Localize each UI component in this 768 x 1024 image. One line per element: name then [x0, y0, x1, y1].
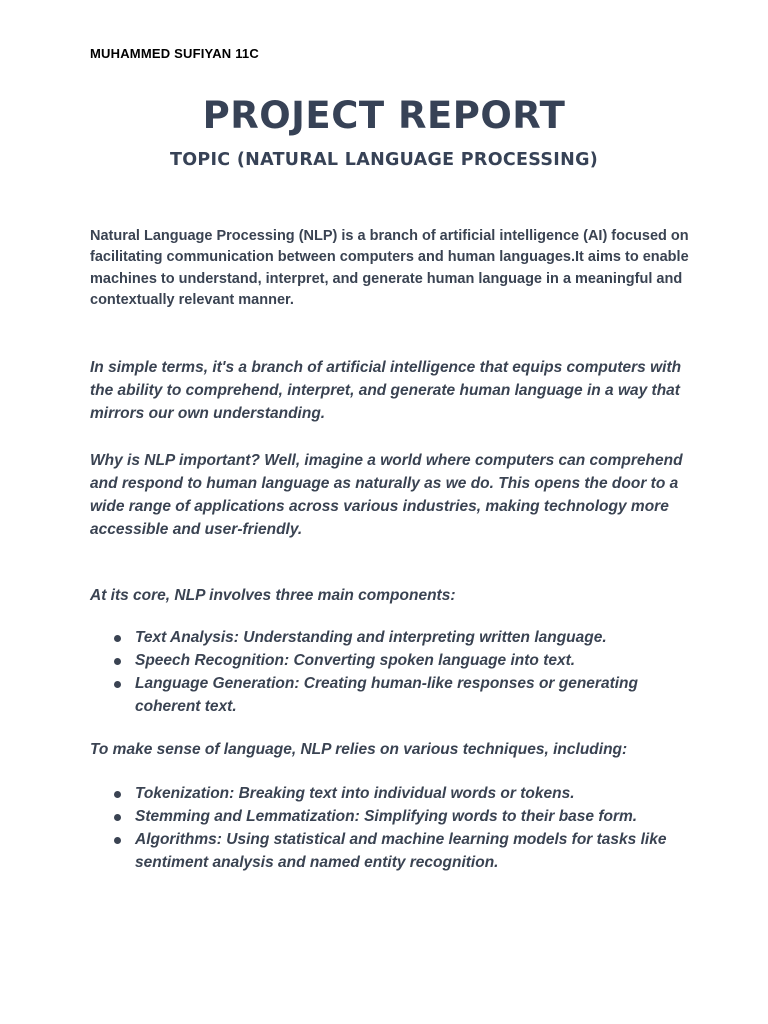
bullet-icon	[114, 681, 121, 688]
list-item-text: Speech Recognition: Converting spoken language into text.	[135, 652, 576, 669]
list-item-text: Text Analysis: Understanding and interpreting written language.	[135, 629, 607, 646]
list-item	[90, 672, 690, 718]
list-item-text: Algorithms: Using statistical and machine learning models for tasks like sentiment analysis and named entity recognition.	[135, 831, 667, 871]
techniques-intro: To make sense of language, NLP relies on various techniques, including:	[90, 741, 628, 758]
simple-terms-paragraph: In simple terms, it's a branch of artificial intelligence that equips computers with the ability to comprehend, interpret, and generate human language in a way that mirrors our own understanding.	[90, 359, 682, 422]
bullet-icon	[114, 635, 121, 642]
list-item	[90, 805, 690, 828]
list-item	[90, 828, 690, 874]
bullet-icon	[114, 791, 121, 798]
bullet-icon	[114, 658, 121, 665]
why-important-paragraph: Why is NLP important? Well, imagine a world where computers can comprehend and respond to human language as naturally as we do. This opens the door to a wide range of applications across various industries, making technology more accessible and user-friendly.	[90, 452, 683, 538]
components-list	[90, 626, 690, 718]
report-title: PROJECT REPORT	[202, 94, 566, 137]
bullet-icon	[114, 814, 121, 821]
list-item	[90, 626, 690, 649]
list-item-text: Tokenization: Breaking text into individual words or tokens.	[135, 785, 575, 802]
author-name: MUHAMMED SUFIYAN 11C	[90, 46, 259, 61]
components-intro: At its core, NLP involves three main components:	[90, 587, 456, 604]
report-topic: TOPIC (NATURAL LANGUAGE PROCESSING)	[169, 150, 599, 170]
list-item-text: Language Generation: Creating human-like responses or generating coherent text.	[135, 675, 638, 715]
intro-paragraph: Natural Language Processing (NLP) is a branch of artificial intelligence (AI) focused on facilitating communication between computers and human languages.It aims to enable machines to understand, interpret, and generate human language in a meaningful and contextually relevant manner.	[90, 228, 689, 308]
techniques-list	[90, 782, 690, 874]
list-item	[90, 649, 690, 672]
bullet-icon	[114, 837, 121, 844]
list-item-text: Stemming and Lemmatization: Simplifying words to their base form.	[135, 808, 638, 825]
list-item	[90, 782, 690, 805]
